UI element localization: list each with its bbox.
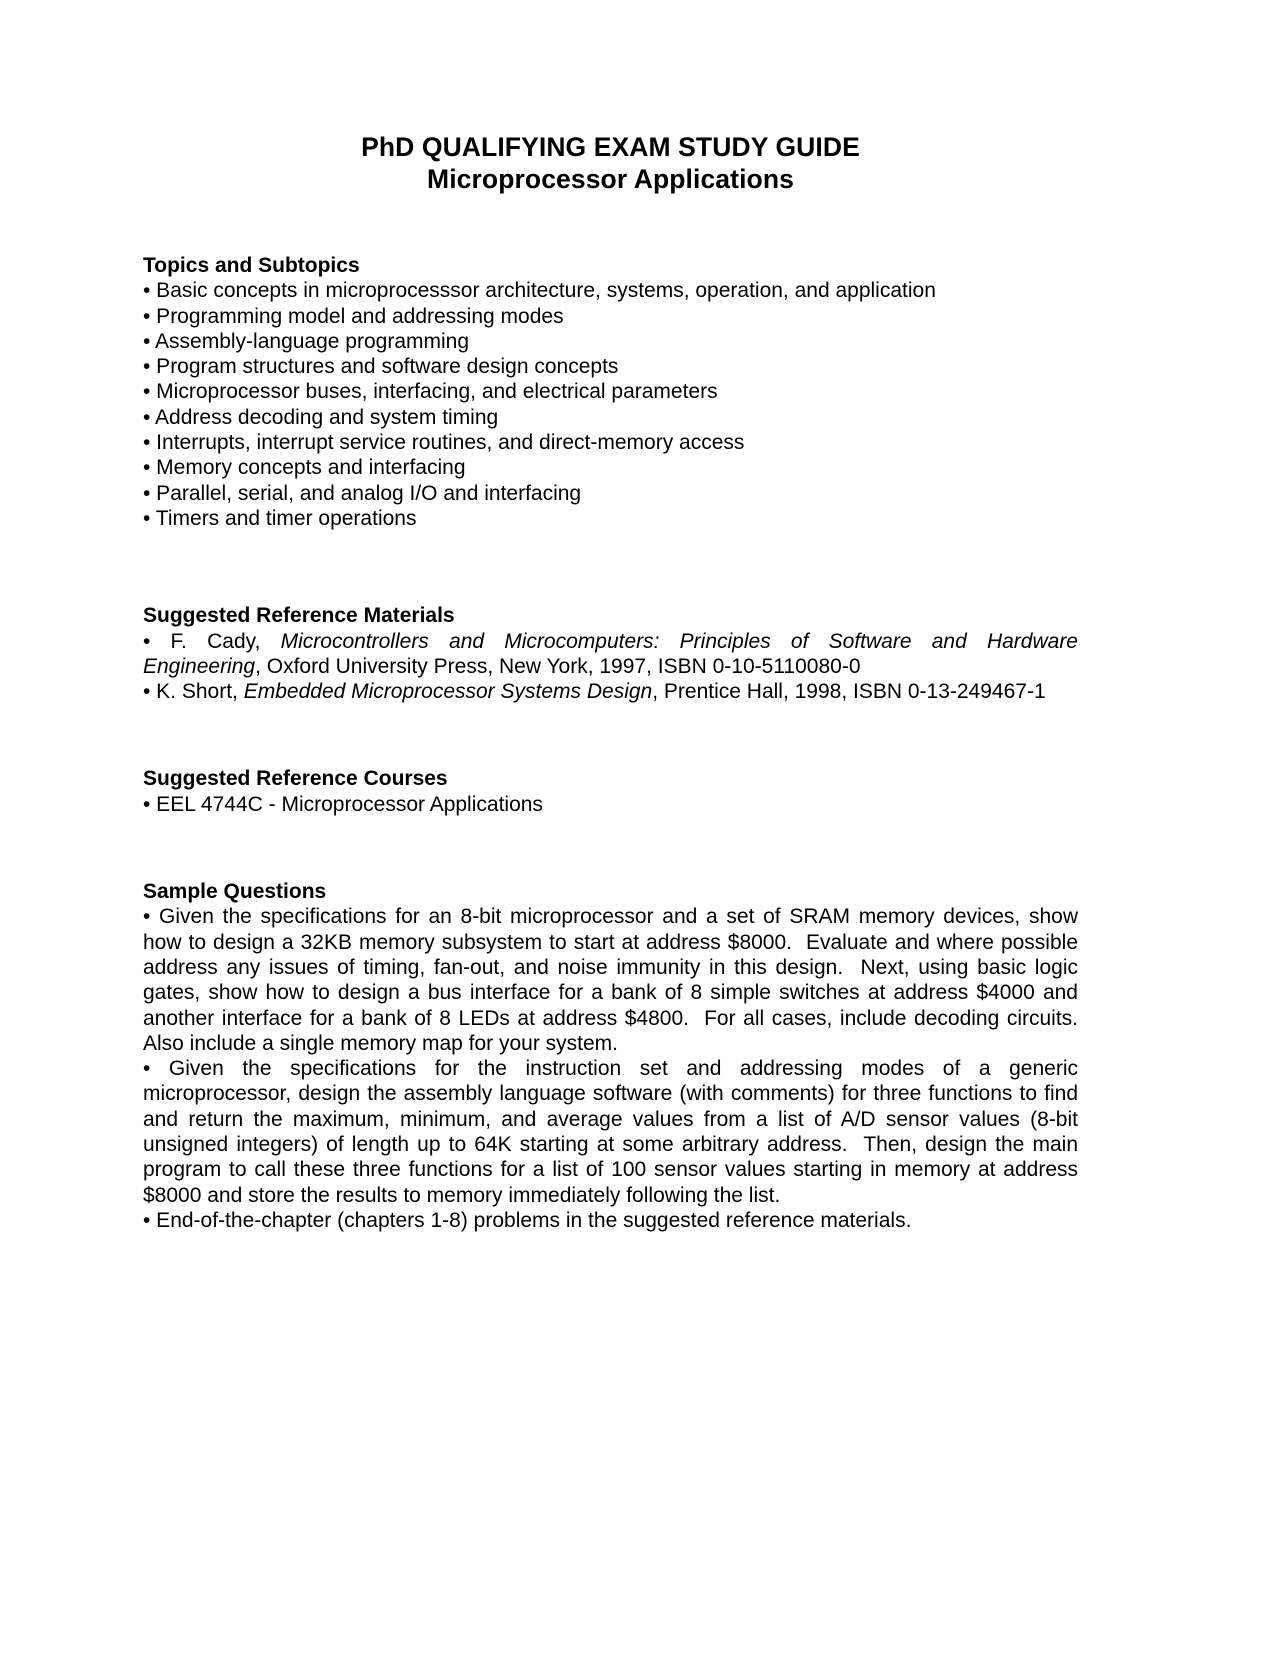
- section-sample-questions: [143, 879, 1090, 1233]
- page-title: [143, 131, 1078, 195]
- sample-question-item: • End-of-the-chapter (chapters 1-8) problems in the suggested reference materials.: [143, 1208, 912, 1232]
- reference-entry-prefix: • F. Cady,: [143, 629, 281, 653]
- sample-question-item: • Given the specifications for the instruction set and addressing modes of a generic microprocessor, design the assembly language software (with comments) for three functions to find and return the maximum, minimum, and average values from a list of A/D sensor values (8-bit unsigned integers) of length up to 64K starting at some arbitrary address. Then, design the main program to call these three functions for a list of 100 sensor values starting in memory at address $8000 and store the results to memory immediately following the list.: [143, 1057, 1084, 1207]
- list-item: • Programming model and addressing modes: [143, 304, 564, 328]
- spacer: [143, 704, 1078, 766]
- list-item: • EEL 4744C - Microprocessor Applications: [143, 792, 543, 816]
- list-item: • Interrupts, interrupt service routines, and direct-memory access: [143, 431, 745, 455]
- reference-courses-heading: Suggested Reference Courses: [143, 767, 448, 791]
- list-item: • Memory concepts and interfacing: [143, 456, 466, 480]
- sample-question-item: • Given the specifications for an 8-bit microprocessor and a set of SRAM memory devices, show how to design a 32KB memory subsystem to start at address $8000. Evaluate and where possible address any issues of timing, fan-out, and noise immunity in this design. Next, using basic logic gates, show how to design a bus interface for a bank of 8 simple switches at address $4000 and another interface for a bank of 8 LEDs at address $4800. For all cases, include decoding circuits. Also include a single memory map for your system.: [143, 905, 1090, 1055]
- reference-materials-heading: Suggested Reference Materials: [143, 604, 455, 628]
- list-item: • Timers and timer operations: [143, 506, 417, 530]
- document-content: [143, 131, 1090, 1233]
- list-item: • Program structures and software design concepts: [143, 355, 619, 379]
- topics-heading: Topics and Subtopics: [143, 254, 360, 277]
- reference-entry-title: Embedded Microprocessor Systems Design: [243, 680, 653, 704]
- list-item: • Microprocessor buses, interfacing, and electrical parameters: [143, 380, 718, 404]
- reference-entry-suffix: , Oxford University Press, New York, 1997, ISBN 0-10-5110080-0: [255, 654, 861, 678]
- title-line-1: PhD QUALIFYING EXAM STUDY GUIDE: [361, 132, 860, 162]
- section-reference-materials: [143, 603, 1084, 704]
- section-topics-and-subtopics: [143, 253, 1078, 531]
- reference-entry: [143, 679, 1078, 704]
- list-item: • Address decoding and system timing: [143, 405, 499, 429]
- reference-entry-prefix: • K. Short,: [143, 680, 244, 704]
- reference-entry: [143, 629, 1084, 680]
- spacer: [143, 817, 1078, 879]
- list-item: • Assembly-language programming: [143, 329, 470, 353]
- section-reference-courses: [143, 766, 1078, 817]
- spacer: [143, 531, 1078, 603]
- reference-entry-title: Microcontrollers and Microcomputers: Principles of Software and Hardware Engineering: [143, 629, 1084, 678]
- list-item: • Basic concepts in microprocesssor architecture, systems, operation, and application: [143, 279, 936, 303]
- sample-questions-heading: Sample Questions: [143, 880, 327, 904]
- list-item: • Parallel, serial, and analog I/O and interfacing: [143, 481, 582, 505]
- title-line-2: Microprocessor Applications: [427, 164, 794, 194]
- reference-entry-suffix: , Prentice Hall, 1998, ISBN 0-13-249467-1: [652, 680, 1046, 704]
- spacer: [143, 195, 1078, 253]
